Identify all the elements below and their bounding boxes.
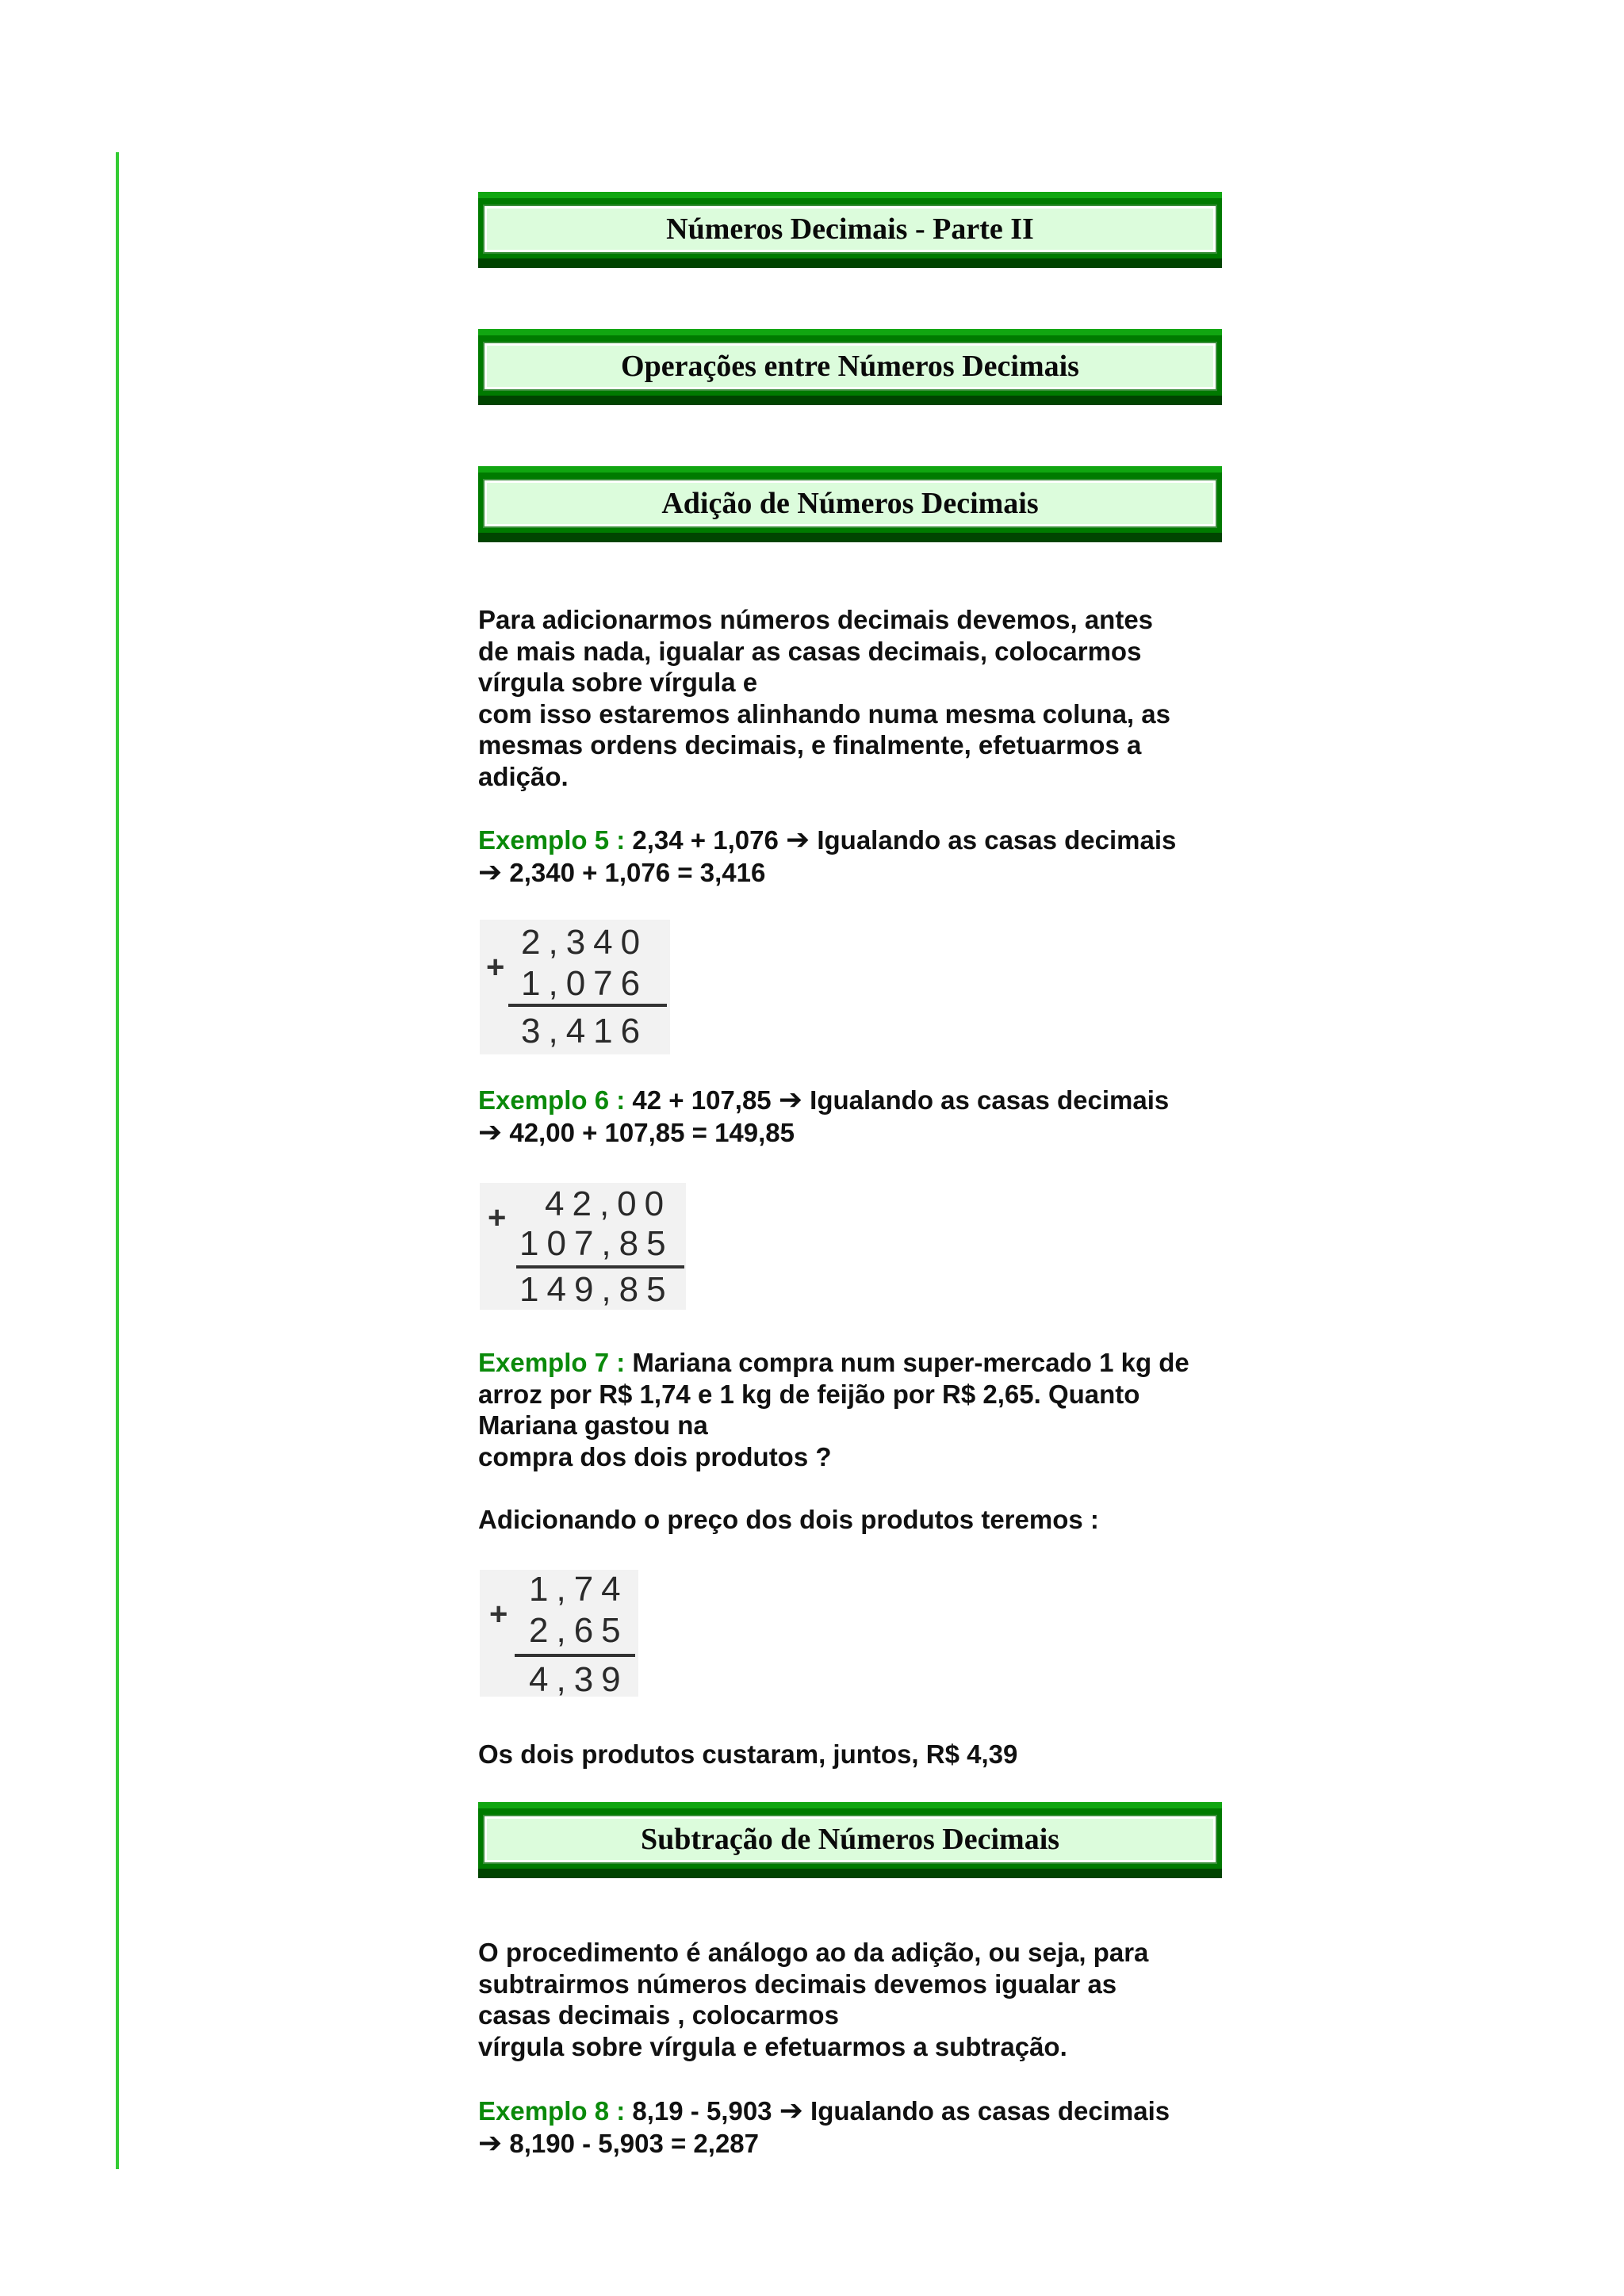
sum-line	[515, 1654, 635, 1657]
example-5-expression: 2,34 + 1,076	[625, 825, 786, 855]
example-6	[478, 1084, 1224, 1148]
addend-1: 2,340	[521, 923, 649, 962]
example-7-label: Exemplo 7 :	[478, 1348, 626, 1377]
sum-result: 4,39	[529, 1660, 629, 1699]
example-8-expression: 8,19 - 5,903	[625, 2096, 779, 2126]
intro-line: Para adicionarmos números decimais devemos, antes	[478, 605, 1154, 634]
section-title-addition: Adição de Números Decimais	[485, 480, 1216, 526]
intro-line: mesmas ordens decimais, e finalmente, efetuarmos a	[478, 730, 1142, 760]
example-6-expression: 42 + 107,85	[625, 1085, 779, 1115]
section-title-operations: Operações entre Números Decimais	[485, 343, 1216, 389]
example-6-label: Exemplo 6 :	[478, 1085, 626, 1115]
example-7	[478, 1347, 1224, 1472]
example-7-text-line: Mariana gastou na	[478, 1410, 708, 1440]
intro-line: de mais nada, igualar as casas decimais, colocarmos	[478, 636, 1142, 666]
addend-2: 107,85	[519, 1224, 674, 1263]
operations-banner	[478, 329, 1222, 405]
example-5-step: Igualando as casas decimais	[810, 825, 1177, 855]
addend-2: 1,076	[521, 964, 649, 1003]
sum-line	[508, 1004, 667, 1007]
arrow-right-icon: ➔	[779, 2094, 803, 2126]
calculation-example-6	[480, 1183, 686, 1310]
plus-sign: +	[488, 1200, 507, 1235]
addition-banner	[478, 466, 1222, 542]
example-8	[478, 2095, 1224, 2159]
intro-line: O procedimento é análogo ao da adição, ou seja, para	[478, 1938, 1149, 1967]
subtraction-banner	[478, 1802, 1222, 1878]
addend-2: 2,65	[529, 1611, 629, 1650]
addend-1: 42,00	[545, 1184, 672, 1223]
example-8-label: Exemplo 8 :	[478, 2096, 626, 2126]
intro-line: vírgula sobre vírgula e	[478, 668, 758, 697]
intro-line: subtrairmos números decimais devemos igualar as	[478, 1969, 1117, 1999]
arrow-right-icon: ➔	[478, 1115, 503, 1148]
example-7-text: Mariana compra num super-mercado 1 kg de	[625, 1348, 1189, 1377]
title-banner	[478, 192, 1222, 268]
example-6-step: Igualando as casas decimais	[802, 1085, 1170, 1115]
addend-1: 1,74	[529, 1570, 629, 1609]
intro-line: adição.	[478, 761, 569, 791]
example-5-result: 2,340 + 1,076 = 3,416	[502, 857, 766, 887]
subtraction-intro	[478, 1937, 1224, 2062]
example-7-text-line: arroz por R$ 1,74 e 1 kg de feijão por R$ 2,65. Quanto	[478, 1379, 1140, 1409]
example-8-step: Igualando as casas decimais	[802, 2096, 1170, 2126]
sum-line	[516, 1265, 684, 1269]
example-7-text-line: compra dos dois produtos ?	[478, 1441, 832, 1471]
arrow-right-icon: ➔	[786, 823, 810, 855]
example-6-result: 42,00 + 107,85 = 149,85	[502, 1117, 795, 1147]
intro-line: vírgula sobre vírgula e efetuarmos a subtração.	[478, 2031, 1067, 2061]
calculation-example-5	[480, 920, 670, 1054]
example-7-conclusion: Os dois produtos custaram, juntos, R$ 4,39	[478, 1739, 1018, 1769]
example-5	[478, 824, 1224, 888]
example-8-result: 8,190 - 5,903 = 2,287	[502, 2128, 760, 2158]
example-7-adding: Adicionando o preço dos dois produtos teremos :	[478, 1505, 1099, 1534]
plus-sign: +	[489, 1597, 508, 1632]
page-margin-line	[116, 152, 119, 2169]
page-title: Números Decimais - Parte II	[485, 206, 1216, 252]
addition-intro	[478, 604, 1224, 792]
intro-line: com isso estaremos alinhando numa mesma coluna, as	[478, 698, 1170, 729]
plus-sign: +	[486, 950, 505, 985]
arrow-right-icon: ➔	[478, 855, 503, 888]
section-title-subtraction: Subtração de Números Decimais	[485, 1816, 1216, 1862]
sum-result: 149,85	[519, 1270, 674, 1309]
example-5-label: Exemplo 5 :	[478, 825, 626, 855]
calculation-example-7	[480, 1570, 638, 1697]
arrow-right-icon: ➔	[778, 1083, 802, 1115]
sum-result: 3,416	[521, 1012, 649, 1050]
arrow-right-icon: ➔	[478, 2126, 503, 2159]
intro-line: casas decimais , colocarmos	[478, 2000, 839, 2030]
